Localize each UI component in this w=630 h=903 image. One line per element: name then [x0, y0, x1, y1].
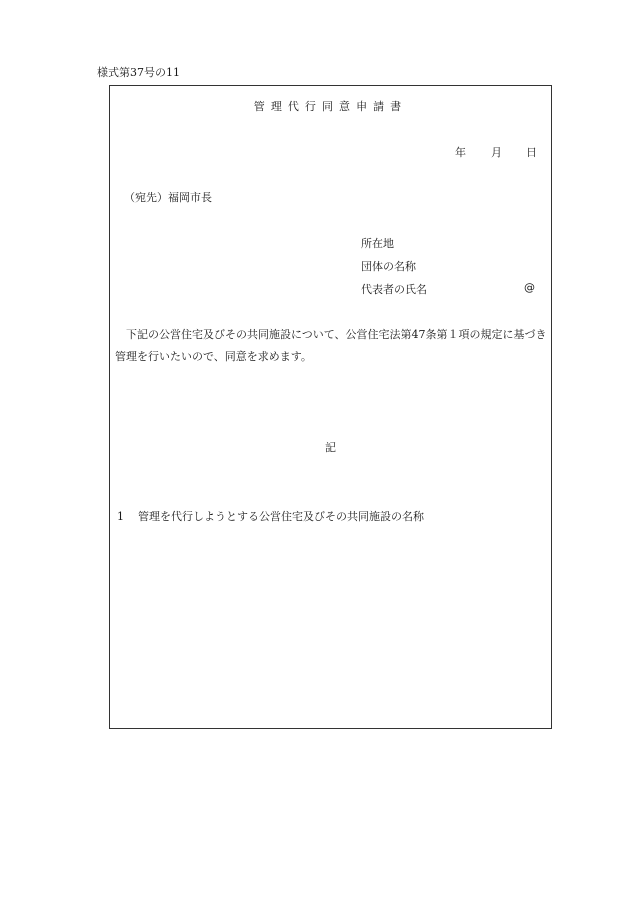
addressee: （宛先）福岡市長: [124, 191, 212, 204]
applicant-representative-label: 代表者の氏名: [361, 283, 427, 296]
item-number: 1: [117, 510, 124, 523]
form-number: 様式第37号の11: [97, 66, 180, 79]
date-month-label: 月: [491, 146, 502, 159]
document-title: 管理代行同意申請書: [253, 100, 408, 113]
record-heading: 記: [325, 441, 336, 454]
seal-mark: @: [524, 281, 535, 294]
item-text: 管理を代行しようとする公営住宅及びその共同施設の名称: [138, 510, 424, 523]
form-frame: [109, 85, 552, 729]
body-paragraph: 下記の公営住宅及びその共同施設について、公営住宅法第47条第１項の規定に基づき管理を行いたいので、同意を求めます。: [115, 328, 547, 363]
applicant-organization-label: 団体の名称: [361, 260, 416, 273]
date-day-label: 日: [526, 146, 537, 159]
list-item: [117, 508, 424, 524]
applicant-address-label: 所在地: [361, 237, 394, 250]
date-year-label: 年: [455, 146, 466, 159]
